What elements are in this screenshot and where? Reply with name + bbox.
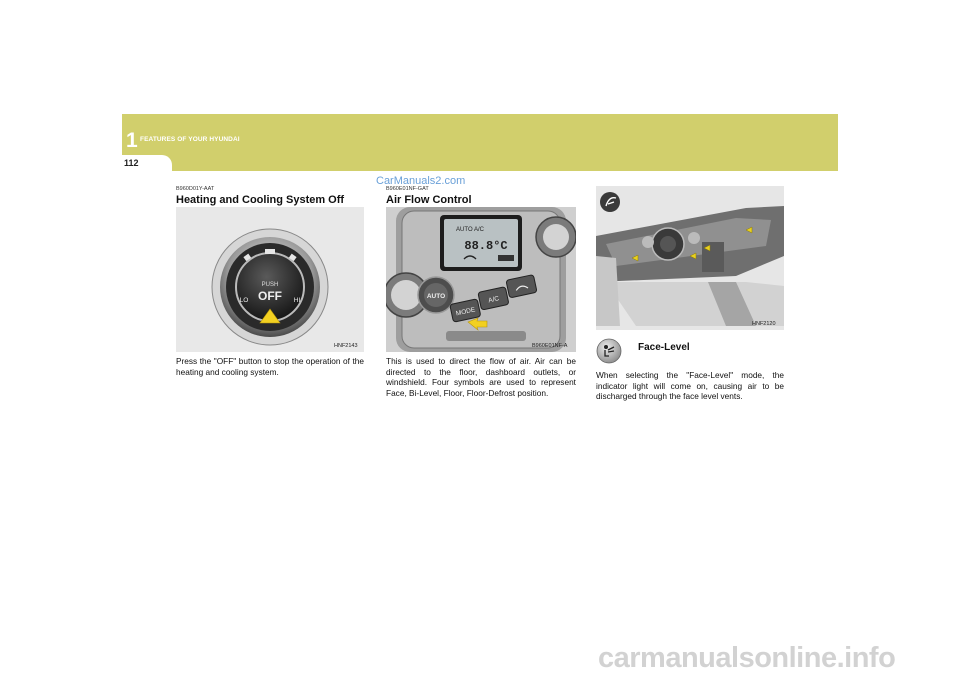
heading-air-flow: Air Flow Control [386, 194, 472, 206]
figure-code-dashboard: HNF2120 [752, 321, 776, 327]
chapter-title: FEATURES OF YOUR HYUNDAI [140, 136, 240, 143]
section-code-airflow: B960E01NF-GAT [386, 186, 429, 192]
chapter-number: 1 [126, 129, 138, 152]
section-code-off: B960D01Y-AAT [176, 186, 215, 192]
dial-lo-label: LO [239, 297, 249, 304]
dial-off-label: OFF [258, 289, 282, 303]
face-level-mode-icon [596, 338, 622, 364]
panel-temperature-display: 88.8°C [464, 239, 508, 253]
site-watermark: CarManuals2.com [376, 175, 466, 187]
climate-panel-illustration [386, 207, 576, 352]
figure-code-off: HNF2143 [334, 343, 358, 349]
figure-dashboard-vents [596, 186, 784, 330]
figure-code-airflow: B960E01NF-A [532, 343, 568, 349]
dial-hi-label: HI [293, 297, 301, 304]
figure-off-dial [176, 207, 364, 352]
body-air-flow: This is used to direct the flow of air. Air can be directed to the floor, dashboard outlets, or windshield. Four symbols are used to represent Face, Bi-Level, Floor, Floor-Defrost position. [386, 356, 576, 398]
page-number: 112 [124, 158, 139, 168]
body-system-off: Press the "OFF" button to stop the operation of the heating and cooling system. [176, 356, 364, 377]
dashboard-illustration [596, 186, 784, 330]
subheading-face-level: Face-Level [638, 342, 690, 353]
dial-push-label: PUSH [261, 282, 279, 288]
panel-ac-button-label: A/C [487, 295, 500, 305]
heading-system-off: Heating and Cooling System Off [176, 194, 345, 206]
panel-mode-button-label: MODE [455, 306, 476, 318]
footer-watermark: carmanualsonline.info [598, 642, 896, 674]
panel-auto-knob-label: AUTO [426, 293, 446, 300]
figure-climate-panel [386, 207, 576, 352]
body-face-level: When selecting the "Face-Level" mode, the indicator light will come on, causing air to be discharged through the face level vents. [596, 370, 784, 402]
off-dial-illustration [176, 207, 364, 352]
panel-auto-ac-indicator: AUTO A/C [456, 227, 484, 233]
